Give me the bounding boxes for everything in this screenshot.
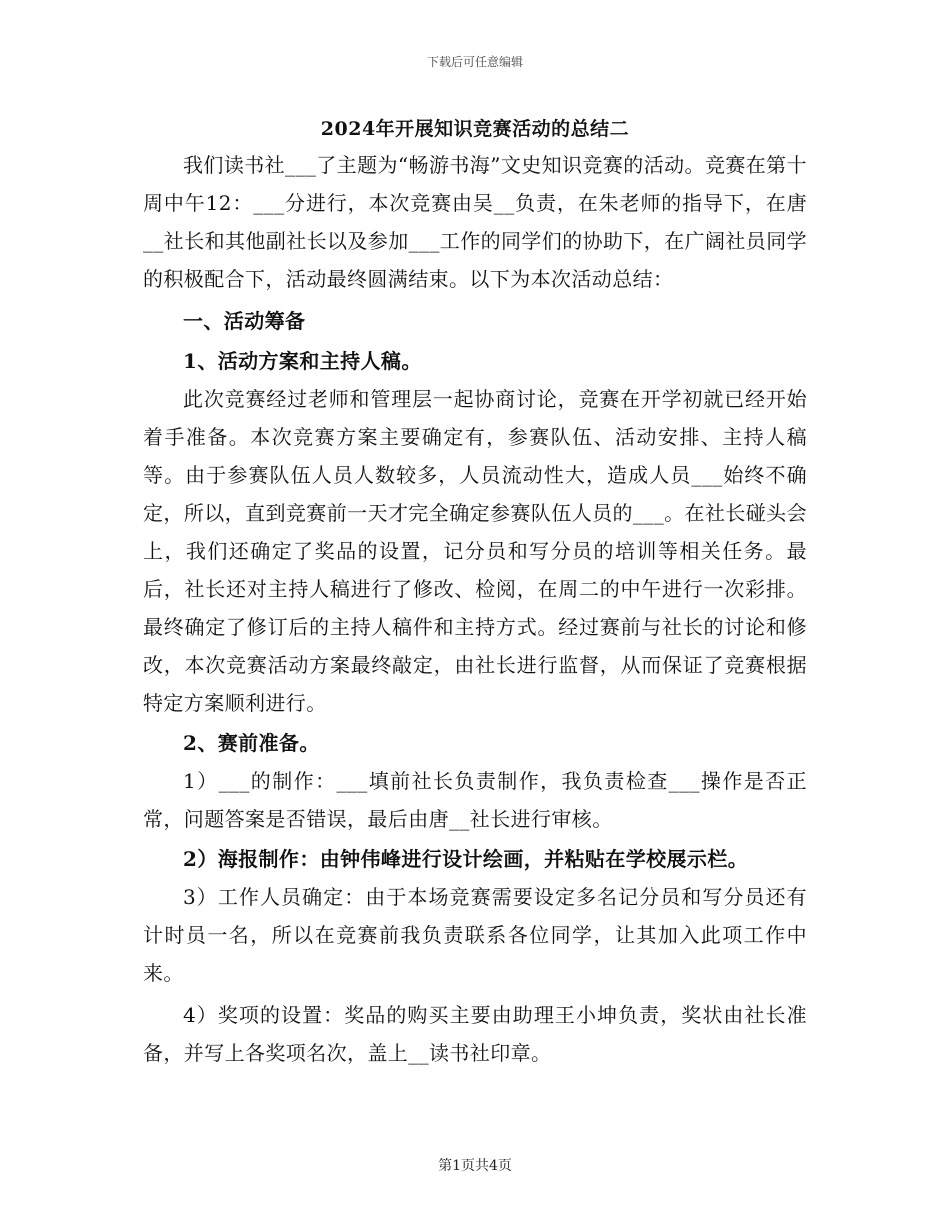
- document-title: 2024年开展知识竞赛活动的总结二: [320, 118, 630, 140]
- paragraph-item-3-staff: 3）工作人员确定：由于本场竞赛需要设定多名记分员和写分员还有计时员一名，所以在竞赛前我负责联系各位同学，让其加入此项工作中来。: [143, 885, 807, 985]
- page-footer: 第1页共4页: [438, 1158, 512, 1174]
- paragraph-item-4-awards: 4）奖项的设置：奖品的购买主要由助理王小坤负责，奖状由社长准备，并写上各奖项名次，盖上__读书社印章。: [143, 1003, 807, 1065]
- document-body: [143, 146, 807, 1072]
- paragraph-plan-details: 此次竞赛经过老师和管理层一起协商讨论，竞赛在开学初就已经开始着手准备。本次竞赛方案主要确定有，参赛队伍、活动安排、主持人稿等。由于参赛队伍人员人数较多，人员流动性大，造成人员___始终不确定，所以，直到竞赛前一天才完全确定参赛队伍人员的___。在社长碰头会上，我们还确定了奖品的设置，记分员和写分员的培训等相关任务。最后，社长还对主持人稿进行了修改、检阅，在周二的中午进行一次彩排。最终确定了修订后的主持人稿件和主持方式。经过赛前与社长的讨论和修改，本次竞赛活动方案最终敲定，由社长进行监督，从而保证了竞赛根据特定方案顺利进行。: [143, 387, 807, 715]
- header-note: 下载后可任意编辑: [426, 55, 523, 69]
- paragraph-intro: 我们读书社___了主题为“畅游书海”文史知识竞赛的活动。竞赛在第十周中午12：___分进行，本次竞赛由吴__负责，在朱老师的指导下，在唐__社长和其他副社长以及参加___工作的同学们的协助下，在广阔社员同学的积极配合下，活动最终圆满结束。以下为本次活动总结：: [143, 153, 807, 291]
- subheading-pre-competition: 2、赛前准备。: [183, 731, 320, 755]
- paragraph-item-1: 1）___的制作：___填前社长负责制作，我负责检查___操作是否正常，问题答案是否错误，最后由唐__社长进行审核。: [143, 769, 807, 831]
- section-heading-preparation: 一、活动筹备: [183, 309, 306, 333]
- subheading-plan-and-script: 1、活动方案和主持人稿。: [183, 349, 422, 373]
- paragraph-item-2-poster: 2）海报制作：由钟伟峰进行设计绘画，并粘贴在学校展示栏。: [183, 847, 749, 871]
